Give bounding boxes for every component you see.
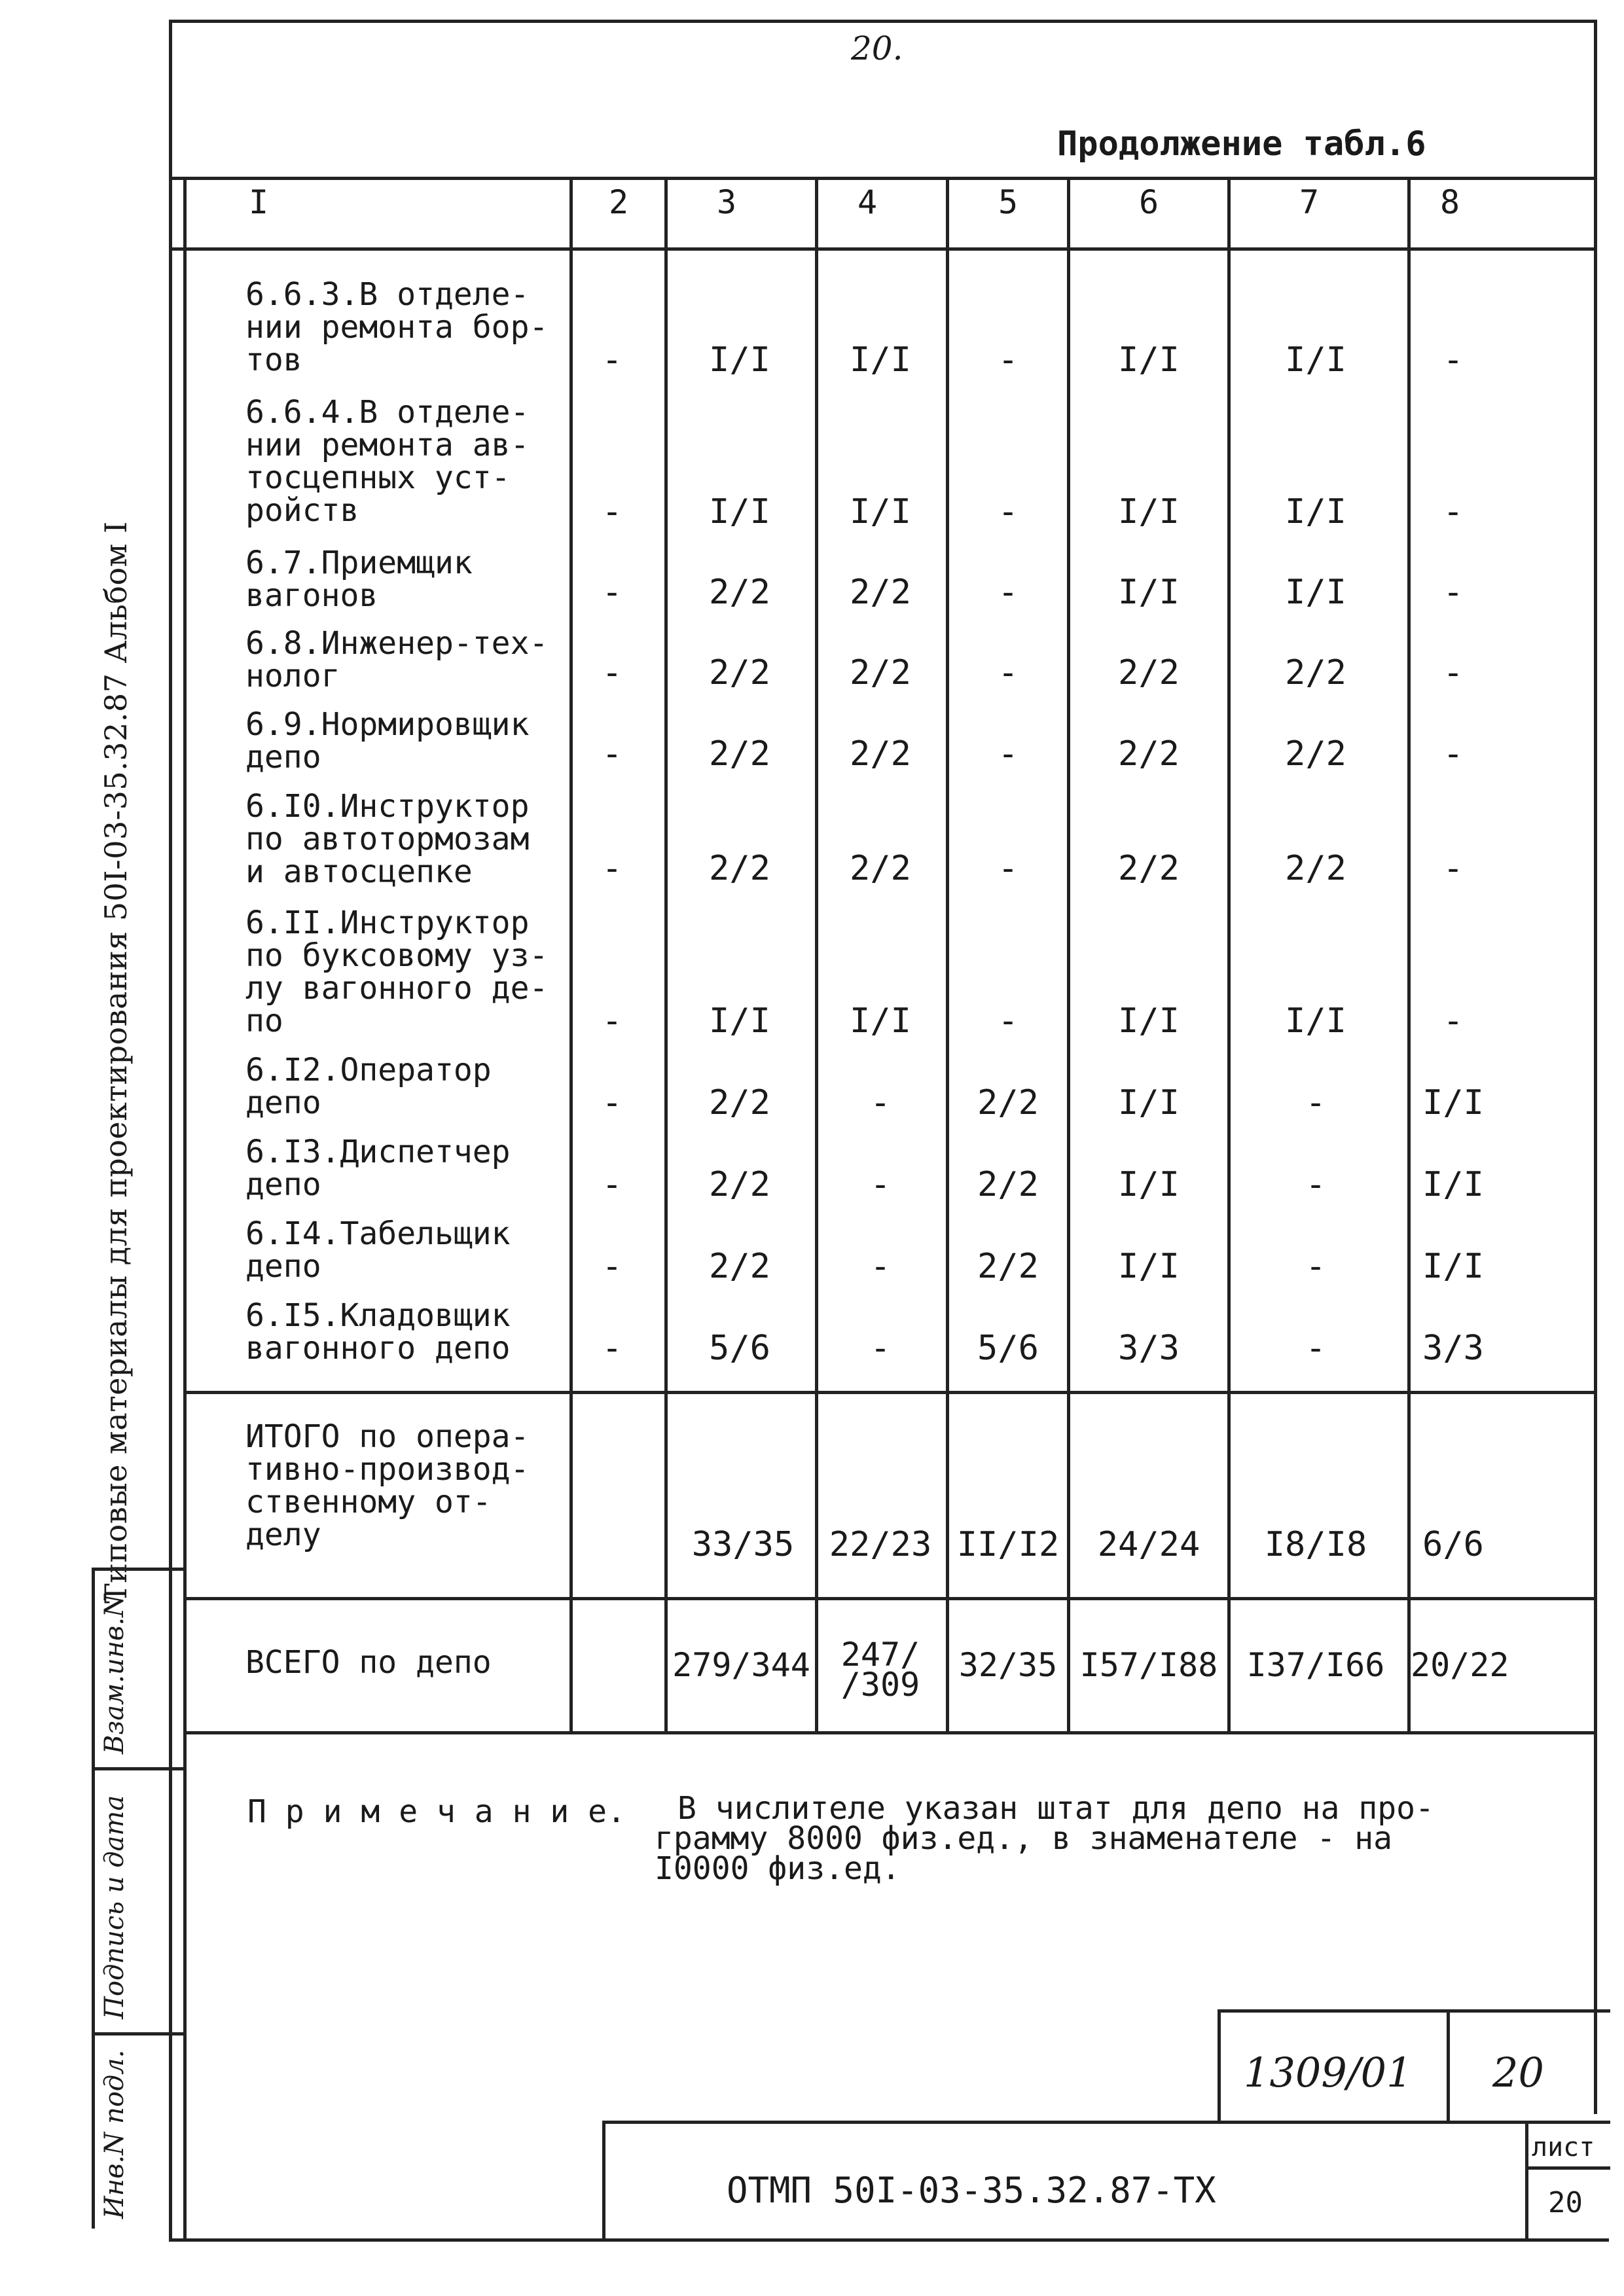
label-inv-podl: Инв.N подл. — [99, 2049, 130, 2219]
cell: 2/2 — [709, 849, 770, 888]
cell: 5/6 — [977, 1329, 1039, 1368]
table-continuation: Продолжение табл.6 — [1057, 124, 1426, 164]
cell: - — [998, 734, 1019, 774]
cell: - — [1443, 653, 1464, 692]
cell: 2/2 — [1118, 849, 1180, 888]
sheet-value: 20 — [1548, 2186, 1583, 2219]
cell: 2/2 — [850, 849, 911, 888]
doc-number: 1309/01 — [1244, 2049, 1413, 2096]
cell: 2/2 — [709, 573, 770, 612]
note-prefix: П р и м е ч а н и е. — [247, 1793, 626, 1830]
col-header-2: 2 — [608, 183, 629, 221]
frame-top — [169, 20, 1596, 23]
row-label-69: 6.9.Нормировщик депо — [245, 706, 530, 776]
cell: 2/2 — [709, 1083, 770, 1122]
cell: - — [602, 573, 623, 612]
cell: - — [602, 1329, 623, 1368]
cell: 2/2 — [709, 1165, 770, 1204]
table-top-line — [169, 177, 1596, 180]
col-header-5: 5 — [998, 183, 1019, 221]
cell: I/I — [1118, 492, 1180, 531]
note-line-1: В числителе указан штат для депо на про- — [677, 1790, 1434, 1827]
row-label-663: 6.6.3.В отделе- нии ремонта бор- тов — [245, 276, 549, 378]
col-divider-7-8 — [1407, 177, 1411, 1731]
cell: - — [602, 492, 623, 531]
cell: - — [1305, 1247, 1326, 1286]
cell: - — [998, 340, 1019, 380]
row-label-664: 6.6.4.В отделе- нии ремонта ав- тосцепных уст- ройств — [245, 394, 530, 529]
row-label-610: 6.I0.Инструктор по автотормозам и автосцепке — [245, 788, 530, 890]
vsego-cell: 279/344 — [672, 1646, 810, 1684]
cell: - — [870, 1165, 891, 1204]
cell: I/I — [1285, 573, 1346, 612]
cell: 2/2 — [1285, 734, 1346, 774]
frame-left-inner — [183, 177, 187, 2242]
cell: - — [870, 1247, 891, 1286]
label-podpis-data: Подпись и дата — [99, 1795, 130, 2019]
col-divider-6-7 — [1227, 177, 1231, 1731]
body-bottom-line — [183, 1391, 1596, 1394]
cell: I/I — [1118, 1247, 1180, 1286]
row-label-67: 6.7.Приемщик вагонов — [245, 545, 473, 614]
row-label-612: 6.I2.Оператор депо — [245, 1052, 492, 1121]
cell: - — [870, 1329, 891, 1368]
col-header-4: 4 — [857, 183, 878, 221]
cell: - — [1305, 1329, 1326, 1368]
stamp-mid-small — [1447, 2009, 1450, 2124]
vsego-cell: 32/35 — [958, 1646, 1058, 1684]
cell: - — [998, 492, 1019, 531]
cell: I/I — [1118, 340, 1180, 380]
cell: I/I — [850, 1001, 911, 1041]
col-header-8: 8 — [1439, 183, 1460, 221]
col-divider-3-4 — [815, 177, 818, 1731]
cell: 3/3 — [1422, 1329, 1484, 1368]
cell: 2/2 — [850, 573, 911, 612]
cell: - — [602, 653, 623, 692]
stamp-left-small — [1218, 2009, 1221, 2124]
cell: - — [602, 1247, 623, 1286]
cell: - — [602, 1083, 623, 1122]
cell: 2/2 — [1285, 653, 1346, 692]
vsego-cell: 20/22 — [1411, 1646, 1509, 1684]
cell: - — [870, 1083, 891, 1122]
cell: - — [1305, 1165, 1326, 1204]
frame-left — [169, 20, 172, 2242]
cell: 2/2 — [709, 734, 770, 774]
cell: 2/2 — [850, 734, 911, 774]
itogo-cell: 6/6 — [1422, 1525, 1484, 1564]
frame-right — [1594, 20, 1597, 2114]
cell: - — [998, 849, 1019, 888]
cell: 2/2 — [977, 1165, 1039, 1204]
cell: - — [1305, 1083, 1326, 1122]
vsego-cell: I57/I88 — [1079, 1646, 1218, 1684]
cell: - — [1443, 734, 1464, 774]
cell: 2/2 — [850, 653, 911, 692]
stamp-main-left — [602, 2121, 605, 2242]
header-bottom-line — [169, 247, 1596, 251]
col-header-1: I — [249, 183, 269, 221]
vsego-label: ВСЕГО по депо — [245, 1644, 492, 1681]
stamp-top-line — [1218, 2009, 1610, 2013]
row-label-611: 6.II.Инструктор по буксовому уз- лу вагонного де- по — [245, 905, 549, 1039]
row-label-613: 6.I3.Диспетчер депо — [245, 1134, 511, 1203]
vsego-cell: I37/I66 — [1246, 1646, 1385, 1684]
cell: - — [1443, 340, 1464, 380]
cell: - — [998, 573, 1019, 612]
itogo-cell: 22/23 — [829, 1525, 932, 1564]
cell: - — [1443, 1001, 1464, 1041]
note-line-2: грамму 8000 физ.ед., в знаменателе - на — [655, 1820, 1393, 1857]
col-divider-2-3 — [664, 177, 668, 1731]
page-number-top: 20. — [851, 29, 903, 67]
cell: - — [602, 1001, 623, 1041]
col-divider-5-6 — [1067, 177, 1070, 1731]
cell: I/I — [1285, 492, 1346, 531]
cell: 2/2 — [709, 1247, 770, 1286]
cell: 5/6 — [709, 1329, 770, 1368]
label-inv-zam: Взам.инв.N — [99, 1594, 130, 1754]
cell: - — [602, 734, 623, 774]
cell: 3/3 — [1118, 1329, 1180, 1368]
col-header-7: 7 — [1299, 183, 1320, 221]
col-header-3: 3 — [716, 183, 737, 221]
cell: 2/2 — [1118, 653, 1180, 692]
cell: I/I — [1422, 1247, 1484, 1286]
cell: I/I — [709, 1001, 770, 1041]
cell: I/I — [1118, 573, 1180, 612]
cell: - — [1443, 573, 1464, 612]
cell: - — [998, 1001, 1019, 1041]
cell: - — [602, 340, 623, 380]
cell: 2/2 — [709, 653, 770, 692]
cell: 2/2 — [1285, 849, 1346, 888]
sidebar-box-left — [92, 1568, 95, 2229]
cell: 2/2 — [977, 1247, 1039, 1286]
sheet-label: лист — [1532, 2132, 1595, 2162]
sheet-box-divider — [1525, 2166, 1610, 2170]
itogo-cell: I8/I8 — [1264, 1525, 1367, 1564]
vsego-bottom-line — [183, 1731, 1596, 1734]
cell: I/I — [709, 492, 770, 531]
cell: 2/2 — [1118, 734, 1180, 774]
cell: I/I — [850, 340, 911, 380]
itogo-cell: II/I2 — [956, 1525, 1060, 1564]
row-label-68: 6.8.Инженер-тех- нолог — [245, 625, 549, 694]
cell: I/I — [1285, 1001, 1346, 1041]
col-divider-4-5 — [946, 177, 949, 1731]
vsego-cell: 247/ /309 — [840, 1636, 920, 1704]
cell: I/I — [1118, 1083, 1180, 1122]
row-label-615: 6.I5.Кладовщик вагонного депо — [245, 1297, 511, 1367]
sheet-number-hand: 20 — [1492, 2049, 1544, 2096]
sheet-box-left — [1525, 2121, 1528, 2242]
col-header-6: 6 — [1138, 183, 1159, 221]
cell: I/I — [1118, 1165, 1180, 1204]
itogo-cell: 24/24 — [1097, 1525, 1200, 1564]
cell: I/I — [1422, 1083, 1484, 1122]
cell: I/I — [850, 492, 911, 531]
stamp-main-top — [602, 2121, 1610, 2124]
cell: I/I — [709, 340, 770, 380]
frame-bottom — [169, 2238, 1609, 2242]
note-line-3: I0000 физ.ед. — [655, 1850, 901, 1887]
itogo-cell: 33/35 — [691, 1525, 795, 1564]
designation: ОТМП 50I-03-35.32.87-ТХ — [727, 2170, 1216, 2211]
itogo-label: ИТОГО по опера- тивно-производ- ственному от- делу — [245, 1418, 530, 1553]
cell: - — [602, 1165, 623, 1204]
cell: I/I — [1285, 340, 1346, 380]
cell: I/I — [1422, 1165, 1484, 1204]
cell: 2/2 — [977, 1083, 1039, 1122]
cell: I/I — [1118, 1001, 1180, 1041]
cell: - — [1443, 492, 1464, 531]
cell: - — [602, 849, 623, 888]
itogo-bottom-line — [183, 1597, 1596, 1600]
cell: - — [1443, 849, 1464, 888]
cell: - — [998, 653, 1019, 692]
sidebar-caption: Типовые материалы для проектирования 50I-03-35.32.87 Альбом I — [98, 521, 134, 1604]
row-label-614: 6.I4.Табельщик депо — [245, 1215, 511, 1285]
